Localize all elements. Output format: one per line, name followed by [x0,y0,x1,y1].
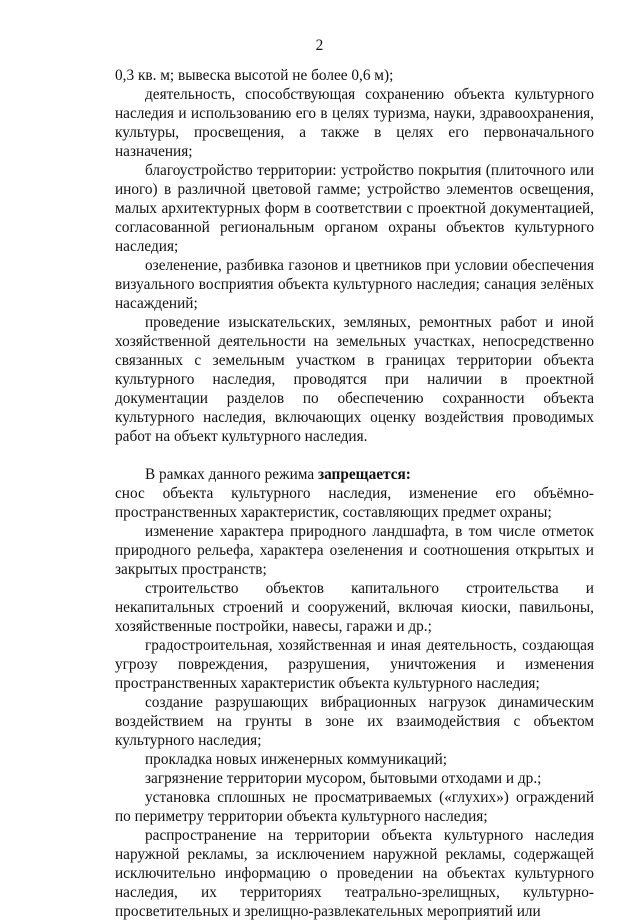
regime-heading [115,465,594,484]
regime-intro: В рамках данного режима [145,466,318,483]
regime-prohibited-label: запрещается: [317,466,411,483]
document-body [115,66,594,921]
paragraph: деятельность, способствующая сохранению объекта культурного наследия и использованию его в целях туризма, науки, здравоохранения, культуры, просвещения, а также в целях его первоначального назначения; [115,86,594,160]
prohibition-item: строительство объектов капитального строительства и некапитальных строений и сооружений, включая киоски, павильоны, хозяйственные постройки, навесы, гаражи и др.; [115,580,594,635]
prohibition-item: прокладка новых инженерных коммуникаций; [145,751,448,768]
page-number: 2 [315,37,324,54]
paragraph: озеленение, разбивка газонов и цветников при условии обеспечения визуального восприятия объекта культурного наследия; санация зелёных насаждений; [115,257,594,312]
prohibition-item: распространение на территории объекта культурного наследия наружной рекламы, за исключением наружной рекламы, содержащей исключительно информацию о проведении на объектах культурного наследия, их территориях театрально-зрелищных, культурно-просветительных и зрелищно-развлекательных мероприятий или [115,827,594,920]
prohibition-item: градостроительная, хозяйственная и иная деятельность, создающая угрозу повреждения, разрушения, уничтожения и изменения пространственных характеристик объекта культурного наследия; [115,637,594,692]
prohibition-item: изменение характера природного ландшафта, в том числе отметок природного рельефа, характера озеленения и соотношения открытых и закрытых пространств; [115,523,594,578]
prohibition-item: установка сплошных не просматриваемых («глухих») ограждений по периметру территории объекта культурного наследия; [115,789,594,825]
prohibition-item: снос объекта культурного наследия, изменение его объёмно-пространственных характеристик, составляющих предмет охраны; [115,485,594,521]
paragraph: проведение изыскательских, земляных, ремонтных работ и иной хозяйственной деятельности на земельных участках, непосредственно связанных с земельным участком в границах территории объекта культурного наследия, проводятся при наличии в проектной документации разделов по обеспечению сохранности объекта культурного наследия, включающих оценку воздействия проводимых работ на объект культурного наследия. [115,314,594,445]
prohibition-item: создание разрушающих вибрационных нагрузок динамическим воздействием на грунты в зоне их взаимодействия с объектом культурного наследия; [115,694,594,749]
prohibition-item: загрязнение территории мусором, бытовыми отходами и др.; [145,770,542,787]
paragraph: благоустройство территории: устройство покрытия (плиточного или иного) в различной цветовой гамме; устройство элементов освещения, малых архитектурных форм в соответствии с проектной документацией, согласованной региональным органом охраны объектов культурного наследия; [115,162,594,255]
paragraph: 0,3 кв. м; вывеска высотой не более 0,6 м); [115,67,394,84]
